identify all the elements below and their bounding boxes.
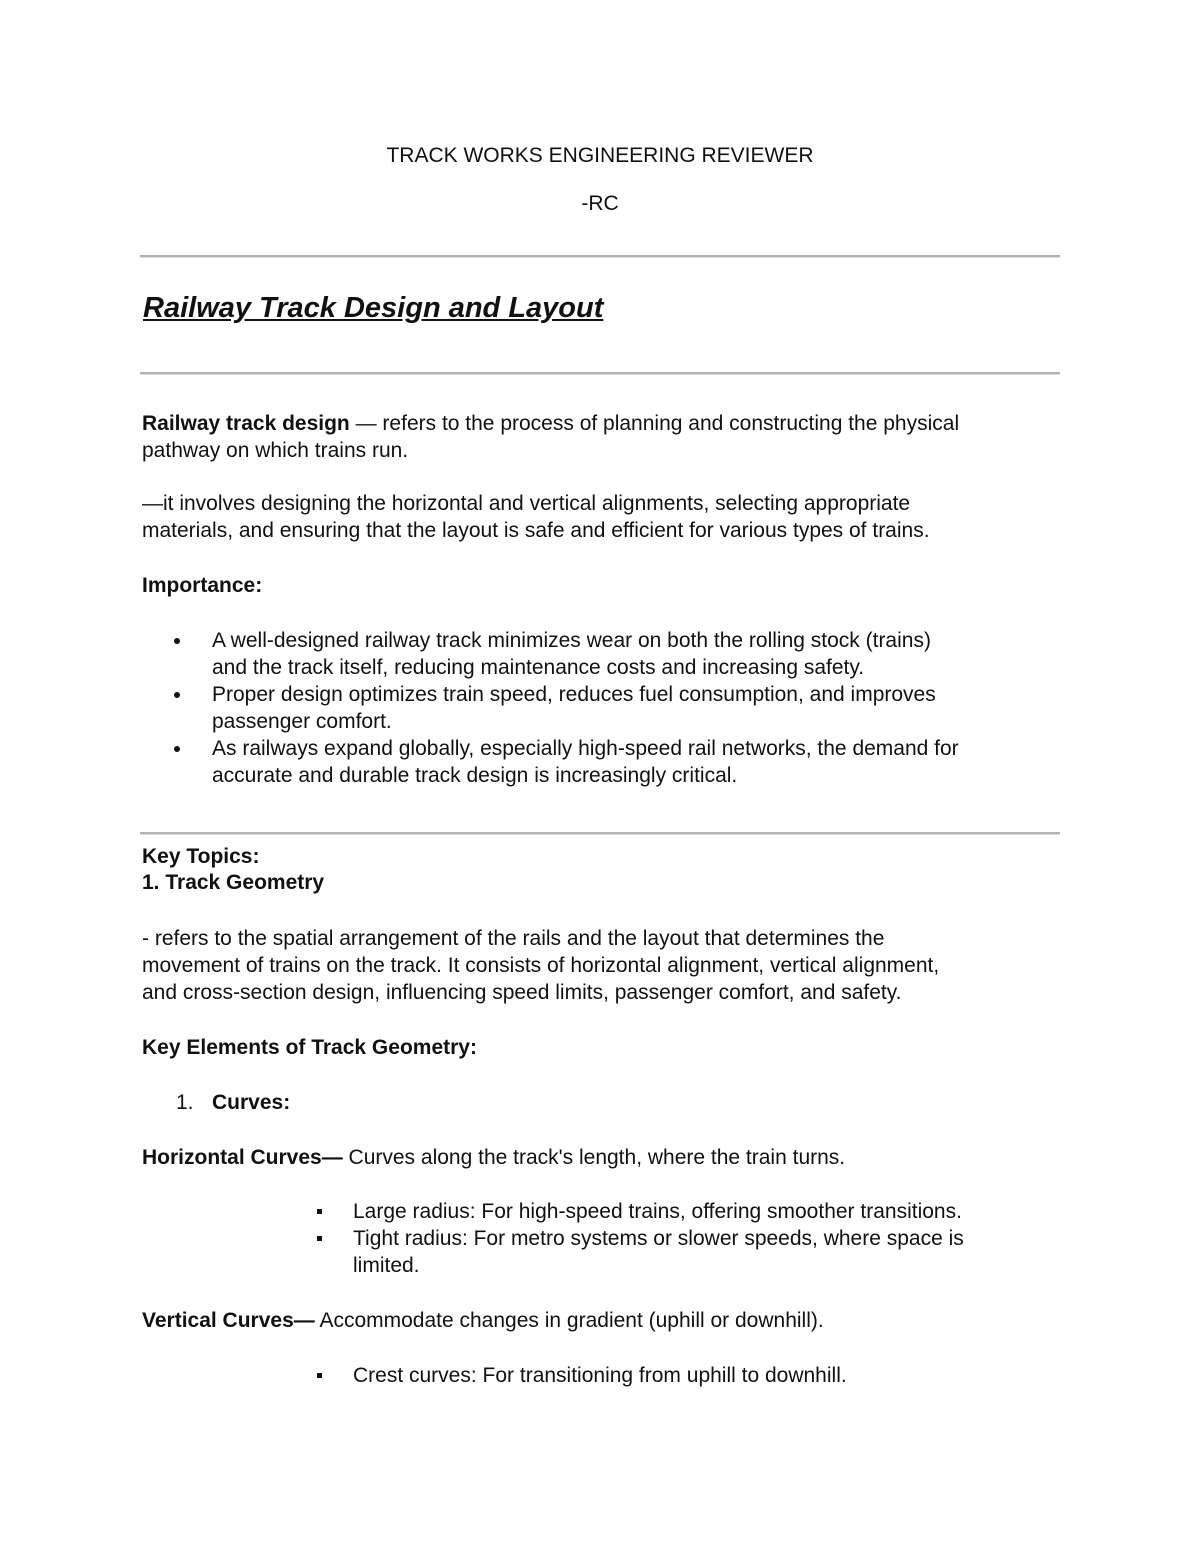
horizontal-curves-term: Horizontal Curves— — [142, 1146, 343, 1169]
importance-bullet-3-line-2: accurate and durable track design is increasingly critical. — [212, 764, 738, 787]
horizontal-curves-text: Curves along the track's length, where the train turns. — [342, 1146, 846, 1169]
key-elements-heading: Key Elements of Track Geometry: — [142, 1036, 477, 1059]
track-geometry-desc-line-1: - refers to the spatial arrangement of the rails and the layout that determines the — [142, 927, 885, 950]
section-title: Railway Track Design and Layout — [143, 292, 604, 324]
track-geometry-desc-line-2: movement of trains on the track. It consists of horizontal alignment, vertical alignment, — [142, 954, 940, 977]
bullet-dot-icon — [174, 692, 180, 698]
horizontal-bullet-2-line-1: Tight radius: For metro systems or slower speeds, where space is — [353, 1227, 964, 1250]
divider-2 — [140, 372, 1060, 375]
importance-heading: Importance: — [142, 574, 263, 597]
horizontal-bullet-2-line-2: limited. — [353, 1254, 420, 1277]
importance-bullet-3-line-1: As railways expand globally, especially high-speed rail networks, the demand for — [212, 737, 959, 760]
divider-3 — [140, 832, 1060, 835]
numbered-item-number: 1. — [176, 1091, 194, 1114]
importance-bullet-1-line-2: and the track itself, reducing maintenance costs and increasing safety. — [212, 656, 865, 679]
divider-1 — [140, 255, 1060, 258]
document-title: TRACK WORKS ENGINEERING REVIEWER — [386, 144, 814, 167]
importance-bullet-2-line-2: passenger comfort. — [212, 710, 392, 733]
bullet-square-icon — [317, 1373, 322, 1378]
definition-term: Railway track design — [142, 412, 350, 435]
numbered-item-curves: Curves: — [212, 1091, 291, 1114]
horizontal-curves-line — [142, 1144, 845, 1171]
bullet-dot-icon — [174, 746, 180, 752]
bullet-dot-icon — [174, 638, 180, 644]
horizontal-bullet-1: Large radius: For high-speed trains, offering smoother transitions. — [353, 1200, 962, 1223]
track-geometry-desc-line-3: and cross-section design, influencing speed limits, passenger comfort, and safety. — [142, 981, 902, 1004]
vertical-curves-line — [142, 1307, 824, 1334]
importance-bullet-2-line-1: Proper design optimizes train speed, reduces fuel consumption, and improves — [212, 683, 936, 706]
topic-track-geometry: 1. Track Geometry — [142, 871, 325, 894]
document-author: -RC — [581, 192, 619, 215]
definition-line-2: pathway on which trains run. — [142, 439, 409, 462]
involves-line-1: —it involves designing the horizontal and vertical alignments, selecting appropriate — [142, 492, 911, 515]
vertical-curves-term: Vertical Curves— — [142, 1309, 315, 1332]
importance-bullet-1-line-1: A well-designed railway track minimizes wear on both the rolling stock (trains) — [212, 629, 931, 652]
key-topics-heading: Key Topics: — [142, 845, 260, 868]
definition-line-1 — [142, 410, 959, 437]
vertical-bullet-1: Crest curves: For transitioning from uphill to downhill. — [353, 1364, 847, 1387]
bullet-square-icon — [317, 1209, 322, 1214]
vertical-curves-text: Accommodate changes in gradient (uphill or downhill). — [314, 1309, 824, 1332]
bullet-square-icon — [317, 1236, 322, 1241]
definition-text: — refers to the process of planning and constructing the physical — [349, 412, 960, 435]
involves-line-2: materials, and ensuring that the layout is safe and efficient for various types of trains. — [142, 519, 930, 542]
